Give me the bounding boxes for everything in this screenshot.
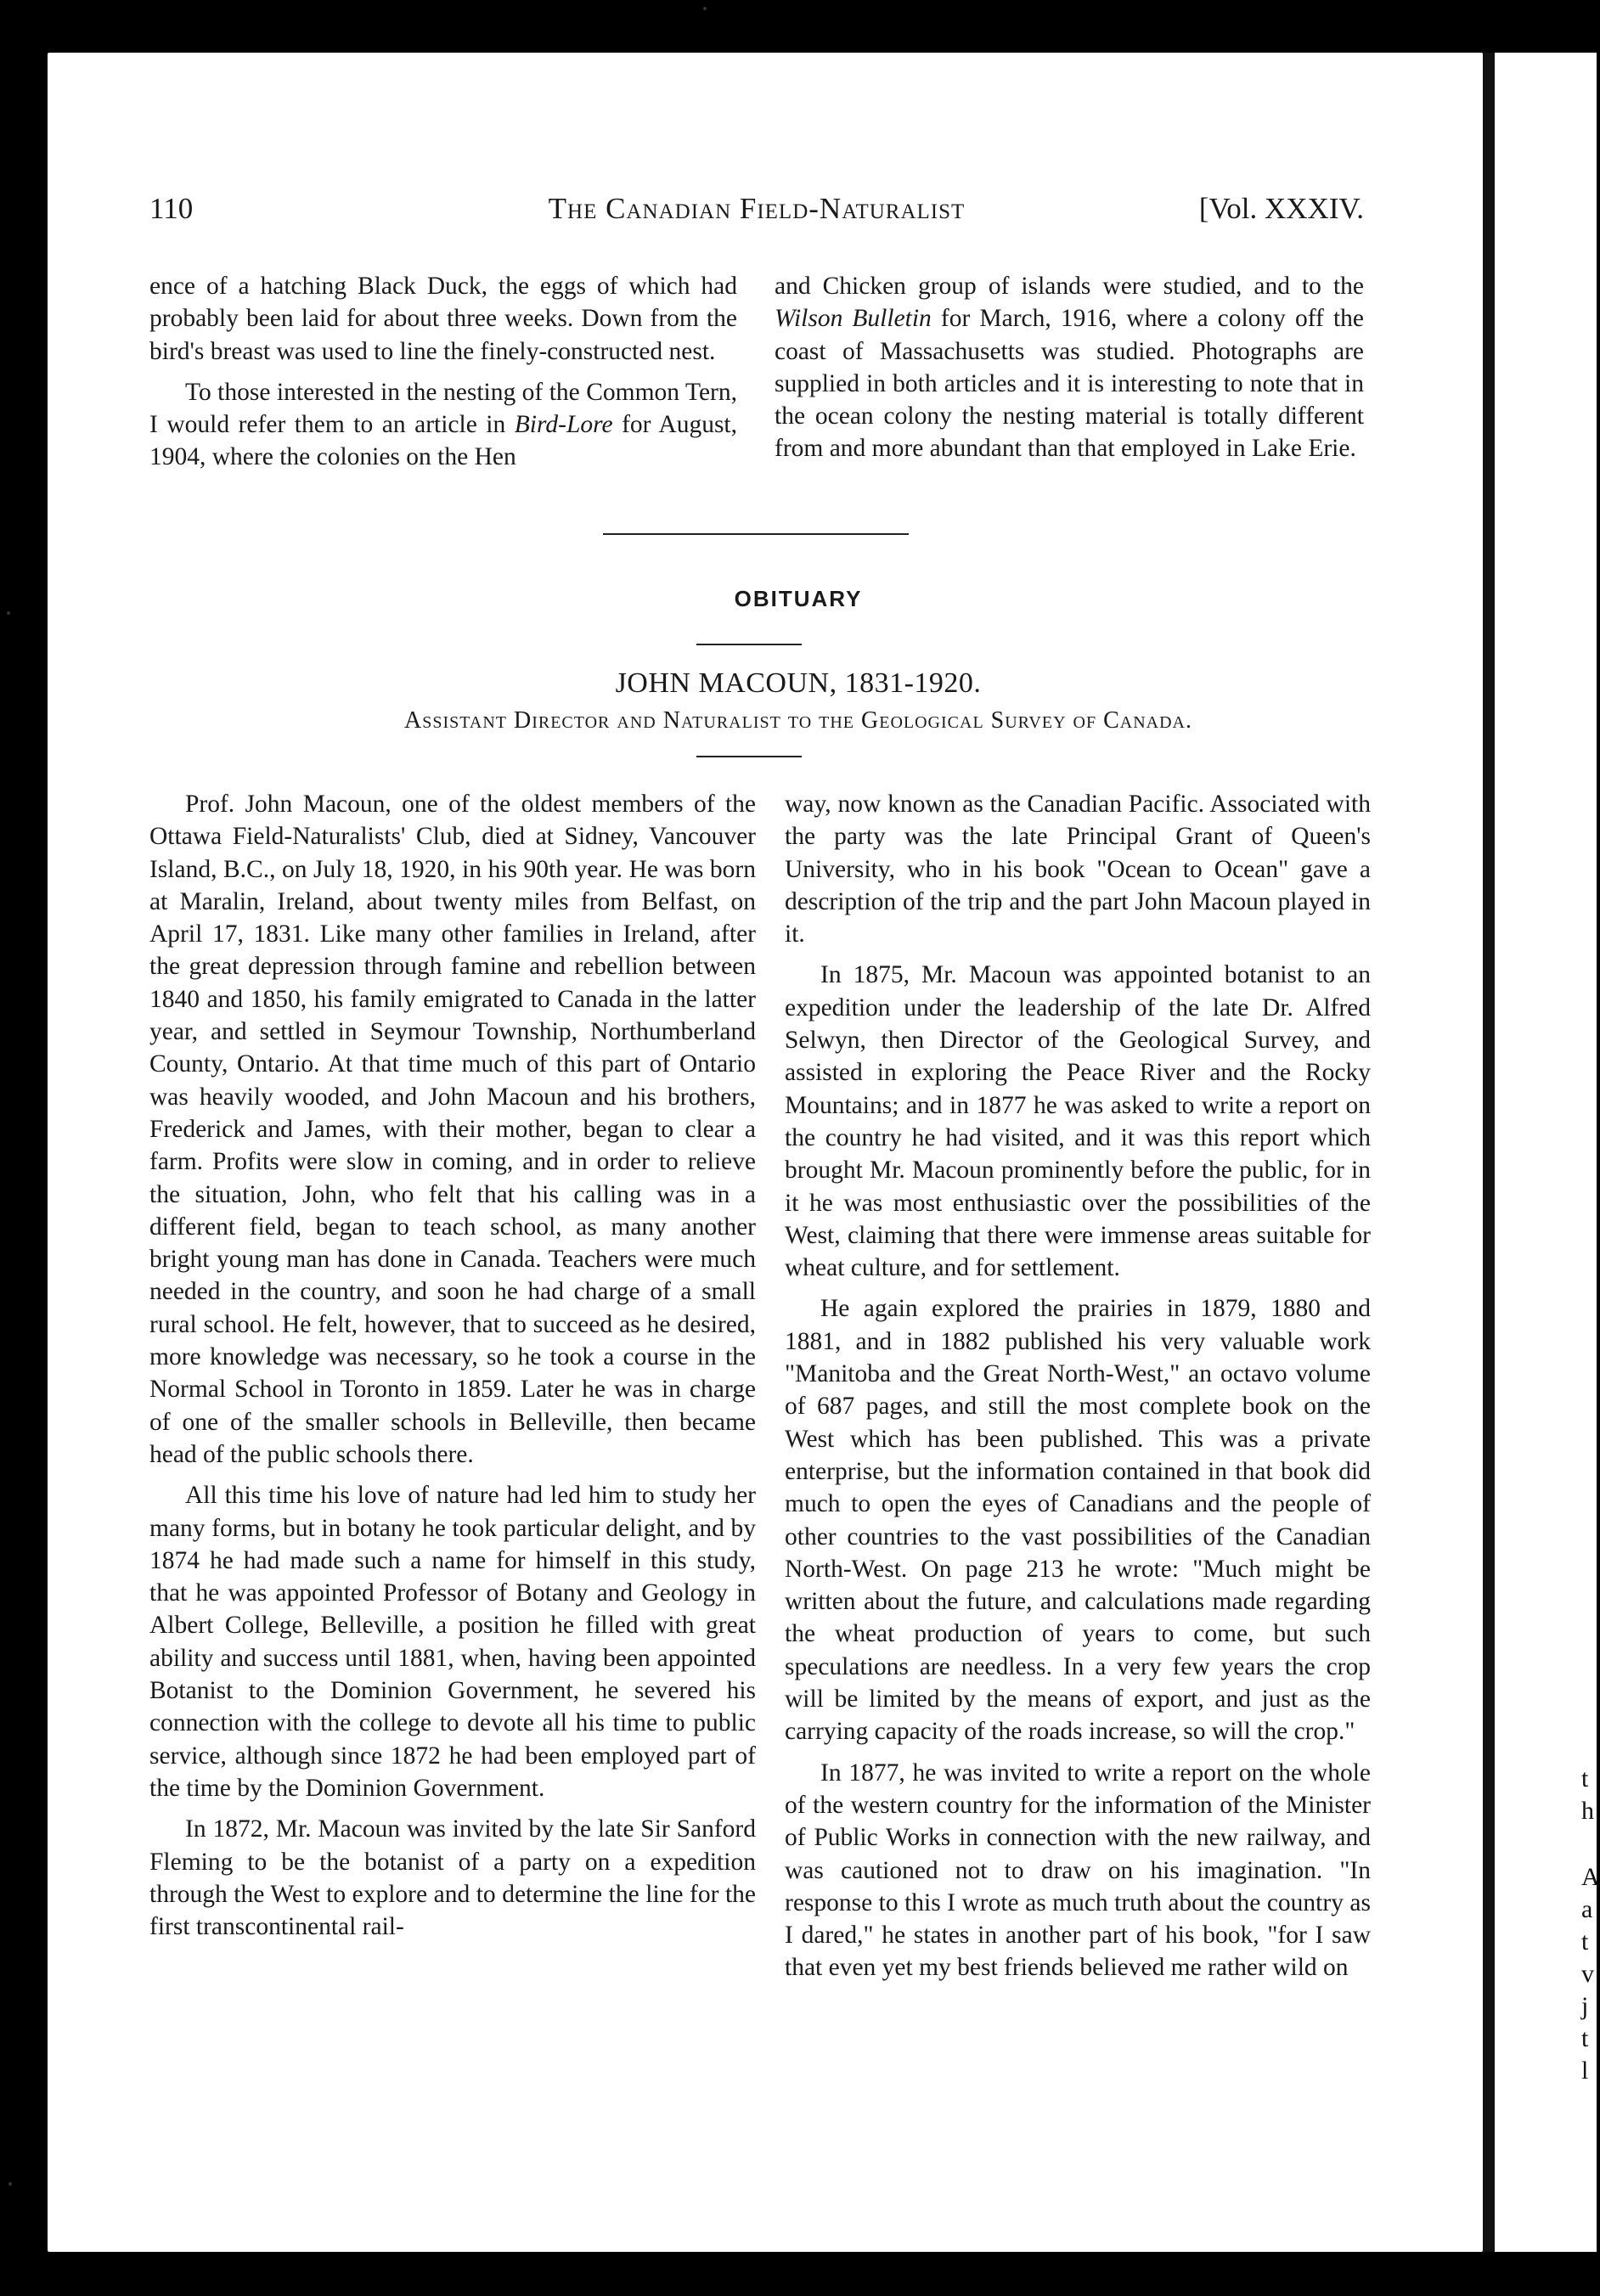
top-left-column xyxy=(149,270,737,474)
heading-rule xyxy=(696,756,802,757)
paragraph: Prof. John Macoun, one of the oldest members of the Ottawa Field-Naturalists' Club, died at Sidney, Vancouver Island, B.C., on July 18, 1920, in his 90th year. He was born at Maralin, Ireland, about twenty miles from Belfast, on April 17, 1831. Like many other families in Ireland, after the great depression through famine and rebellion between 1840 and 1850, his family emigrated to Canada in the latter year, and settled in Seymour Township, Northumberland County, Ontario. At that time much of this part of Ontario was heavily wooded, and John Macoun and his brothers, Frederick and James, with their mother, began to clear a farm. Profits were slow in coming, and in order to relieve the situation, John, who felt that his calling was in a different field, began to teach school, as many another bright young man has done in Canada. Teachers were much needed in the country, and soon he had charge of a small rural school. He felt, however, that to succeed as he desired, more knowledge was necessary, so he took a course in the Normal School in Toronto in 1859. Later he was in charge of one of the smaller schools in Belleville, then became head of the public schools there. xyxy=(149,791,756,1468)
obituary-subtitle: Assistant Director and Naturalist to the Geological Survey of Canada. xyxy=(404,707,1192,734)
edge-letter: j xyxy=(1581,1992,1589,2020)
paragraph: and Chicken group of islands were studied, and to the Wilson Bulletin for March, 1916, where a colony off the coast of Massachusetts was studied. Photographs are supplied in both articles and it is interesting to note that in the ocean colony the nesting material is totally different from and more abundant than that employed in Lake Erie. xyxy=(775,273,1364,463)
edge-letter: l xyxy=(1581,2057,1589,2085)
edge-letter: A xyxy=(1581,1863,1600,1891)
scan-speck xyxy=(8,2182,12,2186)
edge-letter: t xyxy=(1581,1927,1589,1956)
paragraph: In 1877, he was invited to write a report on the whole of the western country for the information of the Minister of Public Works in connection with the new railway, and was cautioned not to draw on his imagination. "In response to this I wrote as much truth about the country as I dared," he states in another part of his book, "for I saw that even yet my best friends believed me rather wild on xyxy=(785,1759,1371,1982)
section-divider xyxy=(603,533,909,535)
section-heading: OBITUARY xyxy=(734,586,863,611)
top-right-column xyxy=(775,270,1364,465)
paragraph: He again explored the prairies in 1879, 1880 and 1881, and in 1882 published his very valuable work "Manitoba and the Great North-West," an octavo volume of 687 pages, and still the most complete book on the West which has been published. This was a private enterprise, but the information contained in that book did much to open the eyes of Canadians and the people of other countries to the vast possibilities of the Canadian North-West. On page 213 he wrote: "Much might be written about the future, and calculations made regarding the wheat production of years to come, but such speculations are needless. In a very few years the crop will be limited by the means of export, and just as the carrying capacity of the roads increase, so will the crop." xyxy=(785,1295,1371,1746)
paragraph: In 1872, Mr. Macoun was invited by the late Sir Sanford Fleming to be the botanist of a party on a expedition through the West to explore and to determine the line for the first transcontinental rail- xyxy=(149,1815,756,1941)
edge-letter: t xyxy=(1581,1764,1589,1792)
edge-letter: a xyxy=(1581,1895,1593,1923)
paragraph: All this time his love of nature had led him to study her many forms, but in botany he took particular delight, and by 1874 he had made such a name for himself in this study, that he was appointed Professor of Botany and Geology in Albert College, Belleville, a position he filled with great ability and success until 1881, when, having been appointed Botanist to the Dominion Government, he severed his connection with the college to devote all his time to public service, although since 1872 he had been employed part of the time by the Dominion Government. xyxy=(149,1482,756,1802)
edge-letter: h xyxy=(1581,1797,1594,1825)
edge-letter: v xyxy=(1581,1960,1594,1988)
page-number: 110 xyxy=(149,192,194,225)
paragraph: To those interested in the nesting of the Common Tern, I would refer them to an article in Bird-Lore for August, 1904, where the colonies on the Hen xyxy=(149,378,737,471)
volume-label: [Vol. XXXIV. xyxy=(1198,192,1364,225)
paragraph: In 1875, Mr. Macoun was appointed botanist to an expedition under the leadership of the late Dr. Alfred Selwyn, then Director of the Geological Survey, and assisted in exploring the Peace River and the Rocky Mountains; and in 1877 he was asked to write a report on the country he had visited, and it was this report which brought Mr. Macoun prominently before the public, for in it he was most enthusiastic over the possibilities of the West, claiming that there were immense areas suitable for wheat culture, and for settlement. xyxy=(785,961,1371,1282)
body-right-column xyxy=(785,788,1371,1984)
obituary-name: JOHN MACOUN, 1831-1920. xyxy=(615,667,982,699)
page-fold-shadow xyxy=(1483,53,1495,2252)
paragraph: ence of a hatching Black Duck, the eggs of which had probably been laid for about three weeks. Down from the bird's breast was used to line the finely-constructed nest. xyxy=(149,273,737,365)
scan-speck xyxy=(703,7,707,10)
body-left-column xyxy=(149,788,756,1943)
running-header xyxy=(149,192,1364,234)
paragraph: way, now known as the Canadian Pacific. Associated with the party was the late Principal Grant of Queen's University, who in his book "Ocean to Ocean" gave a description of the trip and the part John Macoun played in it. xyxy=(785,791,1371,948)
journal-title: The Canadian Field-Naturalist xyxy=(548,192,966,225)
edge-letter: t xyxy=(1581,2024,1589,2052)
heading-rule xyxy=(696,644,802,645)
adjacent-page-edge xyxy=(1483,53,1600,2252)
